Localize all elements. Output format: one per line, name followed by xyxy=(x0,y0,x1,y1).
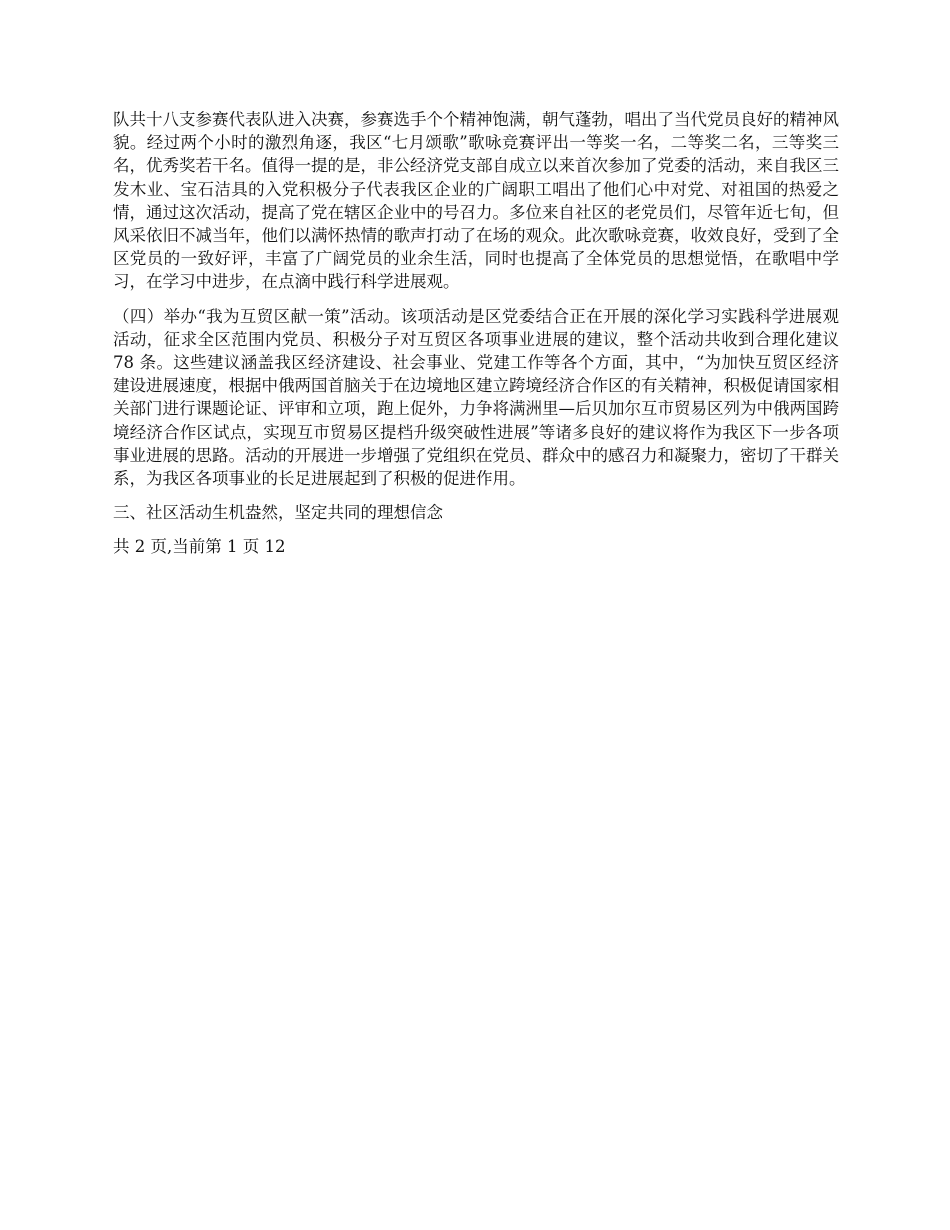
document-page xyxy=(113,108,839,559)
body-paragraph-1: 队共十八支参赛代表队进入决赛，参赛选手个个精神饱满，朝气蓬勃，唱出了当代党员良好的精神风貌。经过两个小时的激烈角逐，我区“七月颂歌”歌咏竞赛评出一等奖一名，二等奖二名，三等奖三名，优秀奖若干名。值得一提的是，非公经济党支部自成立以来首次参加了党委的活动，来自我区三发木业、宝石洁具的入党积极分子代表我区企业的广阔职工唱出了他们心中对党、对祖国的热爱之情，通过这次活动，提高了党在辖区企业中的号召力。多位来自社区的老党员们，尽管年近七旬，但风采依旧不减当年，他们以满怀热情的歌声打动了在场的观众。此次歌咏竞赛，收效良好，受到了全区党员的一致好评，丰富了广阔党员的业余生活，同时也提高了全体党员的思想觉悟，在歌唱中学习，在学习中进步，在点滴中践行科学进展观。 xyxy=(113,110,839,292)
body-paragraph-2: （四）举办“我为互贸区献一策”活动。该项活动是区党委结合正在开展的深化学习实践科学进展观活动，征求全区范围内党员、积极分子对互贸区各项事业进展的建议，整个活动共收到合理化建议 78 条。这些建议涵盖我区经济建设、社会事业、党建工作等各个方面，其中，“为加快互贸区经济建设进展速度，根据中俄两国首脑关于在边境地区建立跨境经济合作区的有关精神，积极促请国家相关部门进行课题论证、评审和立项，跑上促外，力争将满洲里—后贝加尔互市贸易区列为中俄两国跨境经济合作区试点，实现互市贸易区提档升级突破性进展”等诸多良好的建议将作为我区下一步各项事业进展的思路。活动的开展进一步增强了党组织在党员、群众中的感召力和凝聚力，密切了干群关系，为我区各项事业的长足进展起到了积极的促进作用。 xyxy=(113,306,839,489)
section-heading: 三、社区活动生机盎然，坚定共同的理想信念 xyxy=(113,503,443,523)
page-indicator: 共 2 页,当前第 1 页 12 xyxy=(113,537,286,557)
